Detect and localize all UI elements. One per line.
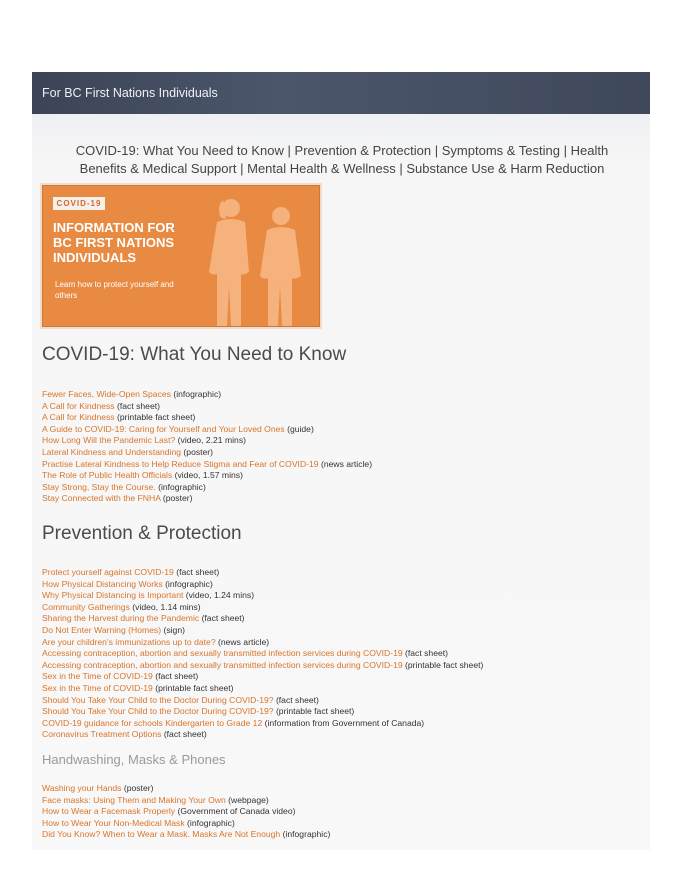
resource-link[interactable]: Accessing contraception, abortion and sexually transmitted infection services during COVID-19	[42, 648, 403, 659]
list-item	[42, 625, 483, 637]
resource-link[interactable]: How Long Will the Pandemic Last?	[42, 435, 176, 446]
resource-type: (Government of Canada video)	[177, 806, 296, 817]
list-item	[42, 424, 372, 436]
hero-title-line: BC FIRST NATIONS	[53, 235, 175, 250]
hero-title-line: INDIVIDUALS	[53, 250, 137, 265]
resource-type: (fact sheet)	[201, 613, 245, 624]
resource-type: (printable fact sheet)	[155, 682, 234, 693]
list-item	[42, 718, 483, 730]
list-item	[42, 806, 330, 818]
list-item	[42, 706, 483, 718]
resource-type: (webpage)	[228, 794, 269, 805]
resource-link[interactable]: Did You Know? When to Wear a Mask. Masks Are Not Enough	[42, 829, 281, 840]
resource-type: (infographic)	[282, 829, 331, 840]
list-item	[42, 795, 330, 807]
nav-link-symptoms-testing[interactable]: Symptoms & Testing	[441, 143, 561, 158]
resource-type: (fact sheet)	[163, 729, 207, 740]
hero-tag: COVID-19	[53, 197, 105, 210]
section-heading-what-you-need-to-know: COVID-19: What You Need to Know	[42, 344, 347, 365]
resource-type: (fact sheet)	[275, 694, 319, 705]
section-heading-prevention: Prevention & Protection	[42, 523, 242, 544]
resource-type: (video, 1.24 mins)	[185, 590, 255, 601]
list-item	[42, 818, 330, 830]
nav-separator: |	[399, 161, 403, 176]
nav-link-substance-use[interactable]: Substance Use & Harm Reduction	[406, 161, 605, 176]
nav-link-health-benefits[interactable]: Health Benefits & Medical Support	[79, 143, 609, 176]
resource-link[interactable]: Do Not Enter Warning (Homes)	[42, 624, 162, 635]
resource-type: (fact sheet)	[117, 400, 160, 411]
nav-link-mental-health[interactable]: Mental Health & Wellness	[247, 161, 396, 176]
resource-link[interactable]: A Call for Kindness	[42, 400, 115, 411]
resource-link[interactable]: Protect yourself against COVID-19	[42, 567, 174, 577]
list-item	[42, 567, 483, 579]
list-item	[42, 660, 483, 672]
resource-link[interactable]: Fewer Faces, Wide-Open Spaces	[42, 389, 171, 399]
topic-nav	[54, 142, 630, 178]
list-item	[42, 683, 483, 695]
resource-link[interactable]: How to Wear a Facemask Properly	[42, 806, 176, 817]
banner-title: For BC First Nations Individuals	[42, 86, 218, 100]
resource-type: (infographic)	[165, 578, 213, 589]
list-item	[42, 435, 372, 447]
resource-link[interactable]: Should You Take Your Child to the Doctor During COVID-19?	[42, 694, 274, 705]
hero-title	[53, 220, 203, 265]
list-item	[42, 470, 372, 482]
resource-link[interactable]: COVID-19 guidance for schools Kindergarten to Grade 12	[42, 717, 263, 728]
resource-type: (infographic)	[187, 817, 235, 828]
resource-type: (poster)	[183, 446, 214, 457]
list-item	[42, 648, 483, 660]
resource-link[interactable]: How to Wear Your Non-Medical Mask	[42, 817, 185, 828]
resource-link[interactable]: Face masks: Using Them and Making Your Own	[42, 794, 226, 805]
resource-link[interactable]: How Physical Distancing Works	[42, 578, 163, 589]
hero-title-line: INFORMATION FOR	[53, 220, 175, 235]
nav-link-prevention[interactable]: Prevention & Protection	[294, 143, 432, 158]
resource-link[interactable]: Stay Strong, Stay the Course.	[42, 481, 156, 492]
list-item	[42, 729, 483, 741]
resource-link[interactable]: Why Physical Distancing is Important	[42, 590, 184, 601]
hero-subtitle: Learn how to protect yourself and others	[55, 280, 174, 300]
resource-link[interactable]: Washing your Hands	[42, 783, 122, 793]
list-item	[42, 412, 372, 424]
resource-type: (fact sheet)	[176, 567, 220, 577]
resource-link[interactable]: Sex in the Time of COVID-19	[42, 682, 153, 693]
resource-link[interactable]: Are your children's immunizations up to date?	[42, 636, 216, 647]
resource-type: (news article)	[218, 636, 270, 647]
list-item	[42, 783, 330, 795]
list-item	[42, 447, 372, 459]
resource-type: (printable fact sheet)	[275, 706, 355, 717]
resource-link[interactable]: A Guide to COVID-19: Caring for Yourself and Your Loved Ones	[42, 423, 285, 434]
resource-type: (video, 1.57 mins)	[174, 470, 243, 481]
link-list-what-you-need-to-know	[42, 389, 372, 505]
resource-type: (poster)	[162, 493, 193, 504]
hero-banner-image[interactable]	[42, 185, 320, 327]
resource-link[interactable]: Coronavirus Treatment Options	[42, 729, 162, 740]
list-item	[42, 401, 372, 413]
resource-link[interactable]: A Call for Kindness	[42, 412, 115, 423]
resource-type: (fact sheet)	[155, 671, 199, 682]
list-item	[42, 493, 372, 505]
list-item	[42, 459, 372, 471]
resource-type: (sign)	[163, 624, 185, 635]
resource-type: (video, 1.14 mins)	[132, 601, 201, 612]
resource-link[interactable]: Stay Connected with the FNHA	[42, 493, 161, 504]
list-item	[42, 602, 483, 614]
section-heading-handwashing: Handwashing, Masks & Phones	[42, 752, 226, 767]
nav-separator: |	[563, 143, 568, 158]
resource-link[interactable]: Community Gatherings	[42, 601, 130, 612]
list-item	[42, 613, 483, 625]
resource-link[interactable]: Lateral Kindness and Understanding	[42, 446, 182, 457]
resource-type: (poster)	[123, 783, 154, 793]
resource-type: (fact sheet)	[405, 648, 449, 659]
nav-separator: |	[240, 161, 244, 176]
list-item	[42, 695, 483, 707]
resource-type: (printable fact sheet)	[405, 659, 484, 670]
link-list-handwashing	[42, 783, 330, 841]
content-container	[32, 72, 650, 850]
resource-link[interactable]: Sex in the Time of COVID-19	[42, 671, 153, 682]
resource-link[interactable]: Sharing the Harvest during the Pandemic	[42, 613, 200, 624]
list-item	[42, 829, 330, 841]
resource-link[interactable]: The Role of Public Health Officials	[42, 470, 173, 481]
resource-type: (printable fact sheet)	[117, 412, 196, 423]
resource-type: (information from Government of Canada)	[264, 717, 425, 728]
nav-separator: |	[287, 143, 291, 158]
resource-type: (news article)	[320, 458, 373, 469]
list-item	[42, 482, 372, 494]
list-item	[42, 637, 483, 649]
resource-type: (infographic)	[158, 481, 206, 492]
list-item	[42, 671, 483, 683]
nav-link-what-you-need-to-know[interactable]: COVID-19: What You Need to Know	[75, 143, 284, 158]
resource-type: (video, 2.21 mins)	[177, 435, 246, 446]
people-silhouette-icon	[193, 192, 313, 326]
page-banner	[32, 72, 650, 114]
link-list-prevention	[42, 567, 483, 741]
resource-type: (guide)	[287, 423, 314, 434]
nav-separator: |	[434, 143, 439, 158]
resource-type: (infographic)	[173, 389, 222, 399]
list-item	[42, 590, 483, 602]
resource-link[interactable]: Accessing contraception, abortion and sexually transmitted infection services during COVID-19	[42, 659, 403, 670]
list-item	[42, 579, 483, 591]
list-item	[42, 389, 372, 401]
resource-link[interactable]: Should You Take Your Child to the Doctor During COVID-19?	[42, 706, 274, 717]
resource-link[interactable]: Practise Lateral Kindness to Help Reduce Stigma and Fear of COVID-19	[42, 458, 319, 469]
